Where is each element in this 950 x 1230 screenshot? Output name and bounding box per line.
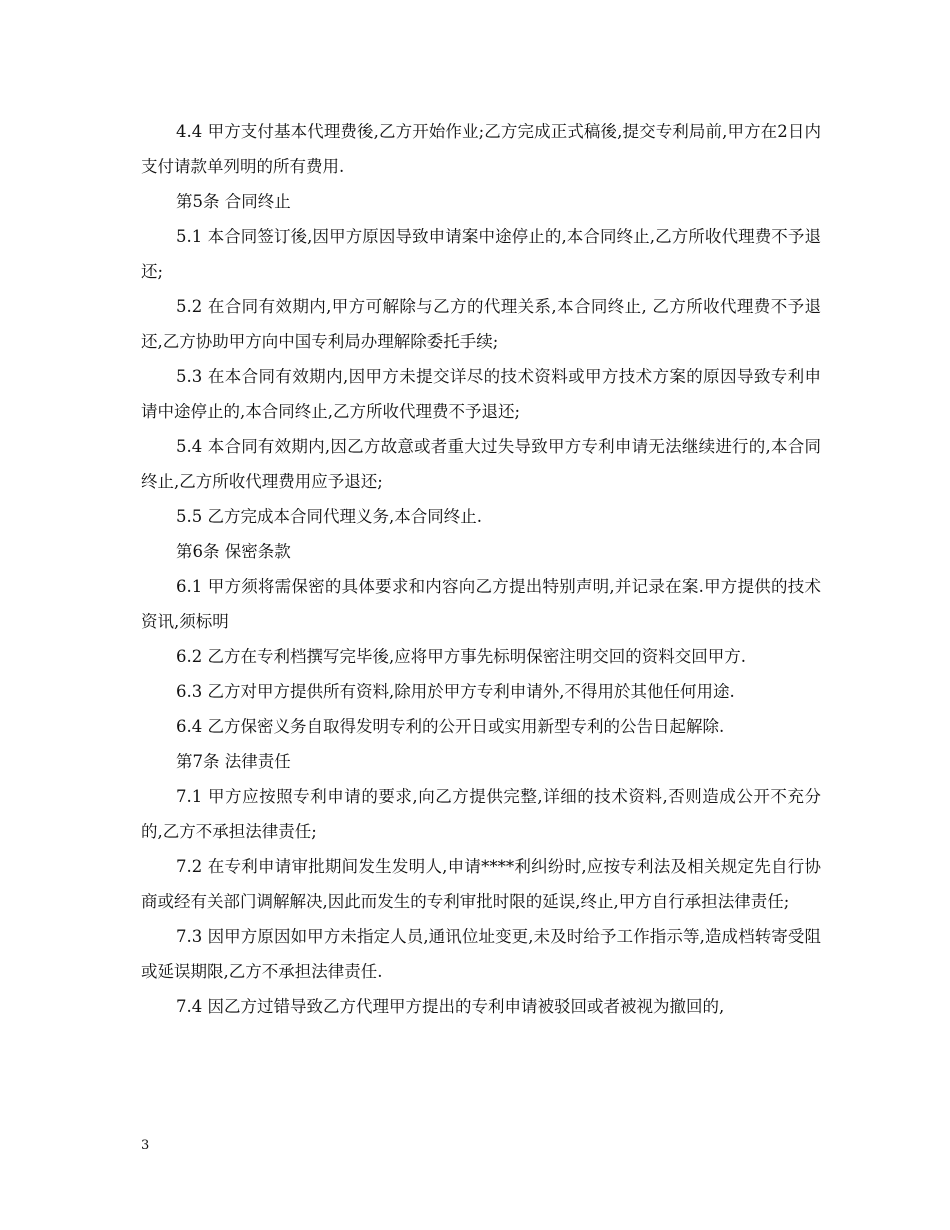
- clause-7-4: 7.4 因乙方过错导致乙方代理甲方提出的专利申请被驳回或者被视为撤回的,: [176, 997, 725, 1016]
- clause-5-1: 5.1 本合同签订後,因甲方原因导致申请案中途停止的,本合同终止,乙方所收代理费不予退还;: [141, 227, 821, 281]
- clause-5-5: 5.5 乙方完成本合同代理义务,本合同终止.: [176, 507, 482, 526]
- clause-6-3: 6.3 乙方对甲方提供所有资料,除用於甲方专利申请外,不得用於其他任何用途.: [176, 682, 735, 701]
- article-5-heading: 第5条 合同终止: [176, 192, 291, 211]
- clause-4-4: 4.4 甲方支付基本代理费後,乙方开始作业;乙方完成正式稿後,提交专利局前,甲方在2日内支付请款单列明的所有费用.: [141, 122, 821, 176]
- clause-6-1: 6.1 甲方须将需保密的具体要求和内容向乙方提出特别声明,并记录在案.甲方提供的技术资讯,须标明: [141, 577, 821, 631]
- clause-7-3: 7.3 因甲方原因如甲方未指定人员,通讯位址变更,未及时给予工作指示等,造成档转寄受阻或延误期限,乙方不承担法律责任.: [141, 927, 821, 981]
- clause-6-2: 6.2 乙方在专利档撰写完毕後,应将甲方事先标明保密注明交回的资料交回甲方.: [176, 647, 746, 666]
- article-6-heading: 第6条 保密条款: [176, 542, 291, 561]
- clause-7-2: 7.2 在专利申请审批期间发生发明人,申请****利纠纷时,应按专利法及相关规定先自行协商或经有关部门调解解决,因此而发生的专利审批时限的延误,终止,甲方自行承担法律责任;: [141, 857, 821, 911]
- clause-5-4: 5.4 本合同有效期内,因乙方故意或者重大过失导致甲方专利申请无法继续进行的,本合同终止,乙方所收代理费用应予退还;: [141, 437, 821, 491]
- clause-5-3: 5.3 在本合同有效期内,因甲方未提交详尽的技术资料或甲方技术方案的原因导致专利申请中途停止的,本合同终止,乙方所收代理费不予退还;: [141, 367, 821, 421]
- page-number: 3: [141, 1138, 150, 1153]
- clause-5-2: 5.2 在合同有效期内,甲方可解除与乙方的代理关系,本合同终止, 乙方所收代理费不予退还,乙方协助甲方向中国专利局办理解除委托手续;: [141, 297, 821, 351]
- article-7-heading: 第7条 法律责任: [176, 752, 291, 771]
- clause-7-1: 7.1 甲方应按照专利申请的要求,向乙方提供完整,详细的技术资料,否则造成公开不充分的,乙方不承担法律责任;: [141, 787, 821, 841]
- clause-6-4: 6.4 乙方保密义务自取得发明专利的公开日或实用新型专利的公告日起解除.: [176, 717, 725, 736]
- document-body: [141, 114, 821, 1024]
